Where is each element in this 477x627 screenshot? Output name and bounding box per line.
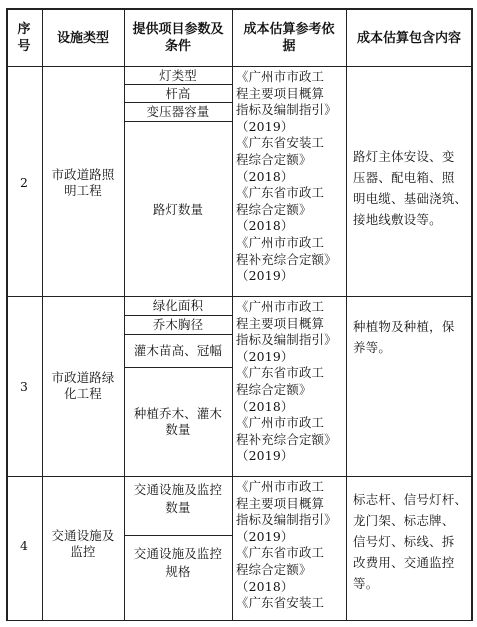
param-cell: 路灯数量 [152,202,204,217]
row-facility-type: 市政道路绿 化工程 [51,370,115,401]
params-divider [124,334,232,335]
header-facility-type: 设施类型 [56,31,109,46]
row-facility-type: 交通设施及 监控 [51,528,115,559]
table-left-border [6,8,8,621]
basis-cell: 《广州市市政工 程主要项目概算 指标及编制指引》 （2019） 《广东省安装工 程综合定额》 （2018） 《广东省市政工 程综合定额》 （2018） 《广州市市政工 程补充综合定额》 （2019） [236,69,337,284]
header-content: 成本估算包含内容 [356,31,461,46]
params-divider [124,121,232,122]
content-cell: 种植物及种植，保 养等。 [353,319,455,355]
params-divider [124,315,232,316]
params-divider [124,535,232,536]
param-cell: 种植乔木、灌木 数量 [133,406,223,437]
param-cell: 变压器容量 [146,104,210,119]
basis-cell: 《广州市市政工 程主要项目概算 指标及编制指引》 （2019） 《广东省市政工 程综合定额》 （2018） 《广东省安装工 [236,479,337,611]
row-index: 3 [19,379,29,394]
param-cell: 乔木胸径 [152,317,204,332]
col-divider-3 [232,8,233,621]
table-right-border [471,8,473,621]
params-divider [124,84,232,85]
row-index: 4 [19,538,29,553]
basis-cell: 《广州市市政工 程主要项目概算 指标及编制指引》 （2019） 《广东省市政工 程综合定额》 （2018） 《广州市市政工 程补充综合定额》 （2019） [236,299,337,464]
param-cell: 灌木苗高、冠幅 [133,343,223,358]
param-cell: 交通设施及监控 规格 [133,546,223,579]
table-top-border [6,8,472,10]
col-divider-4 [346,8,347,621]
content-cell: 标志杆、信号灯杆、 龙门架、标志牌、 信号灯、标线、拆 改费用、交通监控 等。 [353,492,468,591]
content-cell: 路灯主体安设、变 压器、配电箱、照 明电缆、基础浇筑、 接地线敷设等。 [353,149,468,227]
params-divider [124,367,232,368]
header-basis: 成本估算参考依 据 [243,22,335,54]
row-facility-type: 市政道路照 明工程 [51,167,115,198]
header-params: 提供项目参数及 条件 [132,22,224,54]
param-cell: 灯类型 [159,68,197,83]
row-index: 2 [19,175,29,190]
param-cell: 交通设施及监控 数量 [133,482,223,515]
param-cell: 杆高 [165,86,191,101]
param-cell: 绿化面积 [152,298,204,313]
params-divider [124,102,232,103]
table-bottom-border [6,620,472,621]
header-index: 序 号 [17,22,31,54]
row-2-bottom-border [6,296,472,297]
row-3-bottom-border [6,476,472,477]
header-bottom-border [6,66,472,67]
